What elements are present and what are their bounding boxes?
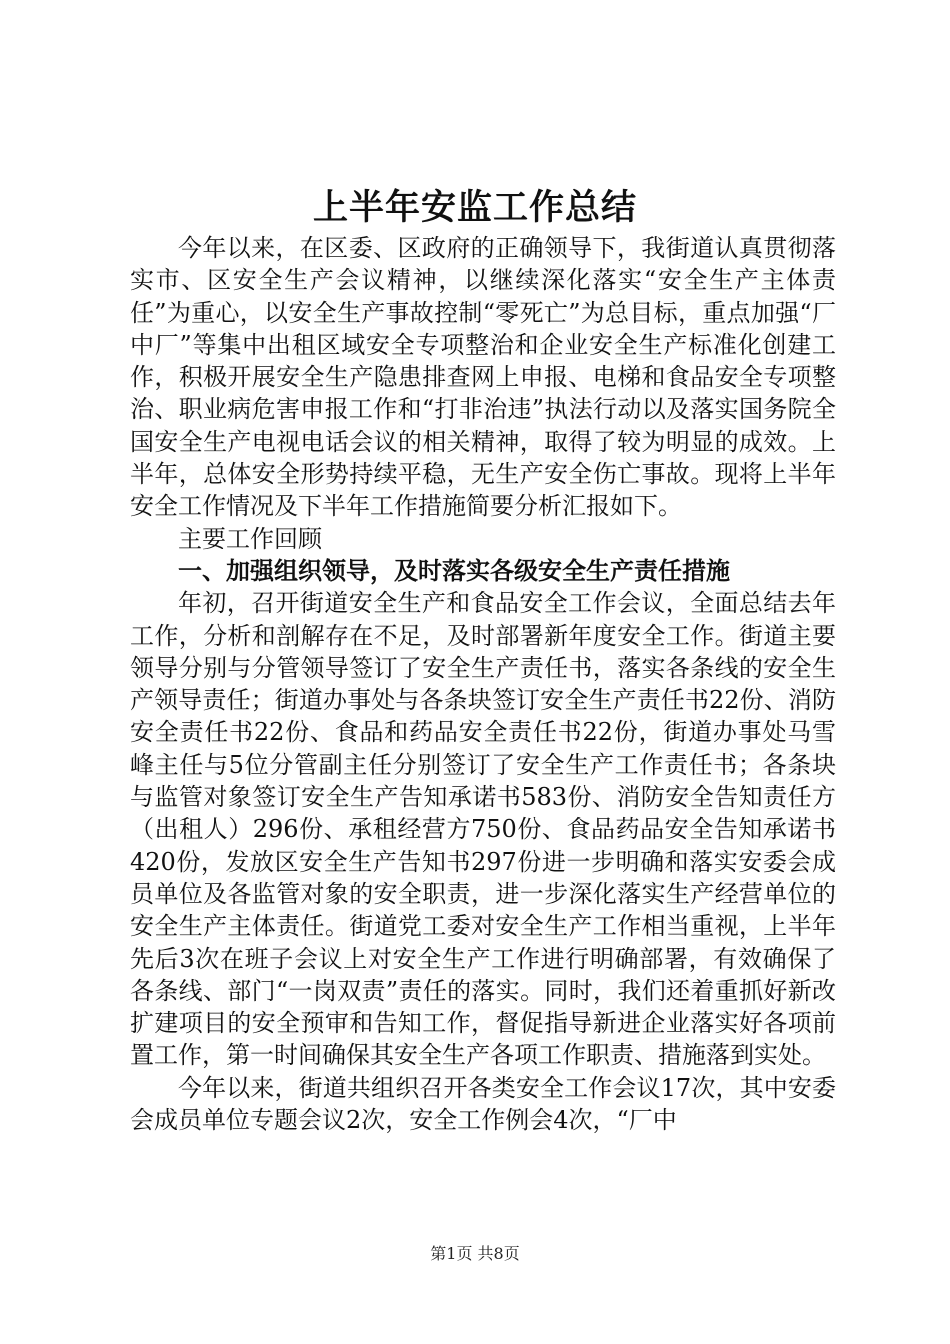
paragraph-intro: 今年以来，在区委、区政府的正确领导下，我街道认真贯彻落实市、区安全生产会议精神，以继续深化落实“安全生产主体责任”为重心，以安全生产事故控制“零死亡”为总目标，重点加强“厂中厂”等集中出租区域安全专项整治和企业安全生产标准化创建工作，积极开展安全生产隐患排查网上申报、电梯和食品安全专项整治、职业病危害申报工作和“打非治违”执法行动以及落实国务院全国安全生产电视电话会议的相关精神，取得了较为明显的成效。上半年，总体安全形势持续平稳，无生产安全伤亡事故。现将上半年安全工作情况及下半年工作措施简要分析汇报如下。 — [130, 234, 836, 521]
page-number-footer: 第1页 共8页 — [430, 1244, 520, 1263]
section-heading-1: 一、加强组织领导，及时落实各级安全生产责任措施 — [178, 555, 730, 585]
document-body — [130, 232, 836, 1136]
paragraph-meetings: 今年以来，街道共组织召开各类安全工作会议17次，其中安委会成员单位专题会议2次，安全工作例会4次，“厂中 — [130, 1073, 836, 1135]
paragraph-section-1: 年初，召开街道安全生产和食品安全工作会议，全面总结去年工作，分析和剖解存在不足，及时部署新年度安全工作。街道主要领导分别与分管领导签订了安全生产责任书，落实各条线的安全生产领导责任；街道办事处与各条块签订安全生产责任书22份、消防安全责任书22份、食品和药品安全责任书22份，街道办事处马雪峰主任与5位分管副主任分别签订了安全生产工作责任书；各条块与监管对象签订安全生产告知承诺书583份、消防安全告知责任方（出租人）296份、承租经营方750份、食品药品安全告知承诺书420份，发放区安全生产告知书297份进一步明确和落实安委会成员单位及各监管对象的安全职责，进一步深化落实生产经营单位的安全生产主体责任。街道党工委对安全生产工作相当重视，上半年先后3次在班子会议上对安全生产工作进行明确部署，有效确保了各条线、部门“一岗双责”责任的落实。同时，我们还着重抓好新改扩建项目的安全预审和告知工作，督促指导新进企业落实好各项前置工作，第一时间确保其安全生产各项工作职责、措施落到实处。 — [130, 589, 836, 1070]
document-title: 上半年安监工作总结 — [312, 187, 637, 228]
paragraph-review-heading: 主要工作回顾 — [178, 524, 322, 553]
